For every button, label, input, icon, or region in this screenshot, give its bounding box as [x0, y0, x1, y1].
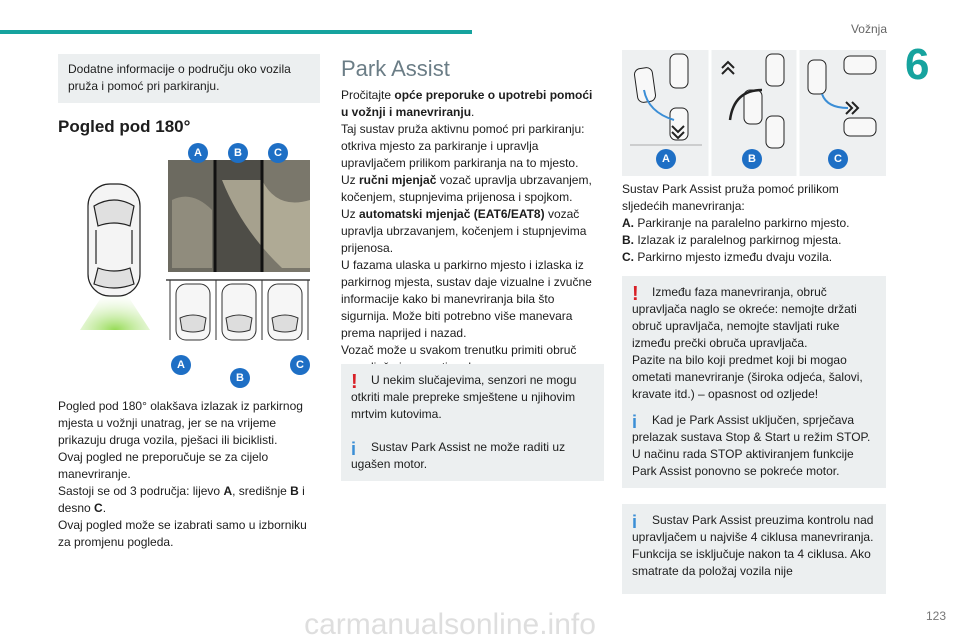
section-title-180: Pogled pod 180° [58, 117, 191, 136]
maneuvers-intro: Sustav Park Assist pruža pomoć prilikom sljedećih manevriranja: [622, 182, 839, 213]
maneuver-item-c: C. Parkirno mjesto između dvaju vozila. [622, 250, 833, 264]
info-note-engine: i Sustav Park Assist ne može raditi uz ugašen motor. [341, 431, 604, 481]
view-180-areas: Sastoji se od 3 područja: lijevo A, središnje B i desno C. [58, 484, 305, 515]
park-assist-para-1: Taj sustav pruža aktivnu pomoć pri parkiranju: otkriva mjesto za parkiranje i upravlja upravljačem prilikom parkiranja na to mjesto. [341, 122, 585, 170]
park-assist-text [341, 87, 597, 376]
parked-cars [166, 280, 310, 340]
maneuver-item-b: B. Izlazak iz paralelnog parkirnog mjesta. [622, 233, 842, 247]
view-180-select: Ovaj pogled može se izabrati samo u izborniku za promjenu pogleda. [58, 518, 307, 549]
header-section-label: Vožnja [850, 22, 887, 36]
manual-gearbox-para: Uz ručni mjenjač vozač upravlja ubrzavanjem, kočenjem, stupnjevima prijenosa i spojkom. [341, 173, 592, 204]
warning-icon: ! [632, 283, 639, 305]
park-assist-para-2: U fazama ulaska u parkirno mjesto i izlaska iz parkirnog mjesta, sustav daje vizualne i zvučne informacije kako bi manevriranja bila što sigurnija. Može biti potrebno više manevara prema naprijed i nazad. [341, 258, 592, 340]
badge-a-top: A [188, 143, 208, 163]
header-accent-bar [0, 30, 472, 34]
intro-infobox: Dodatne informacije o području oko vozila pruža i pomoć pri parkiranju. [58, 54, 320, 103]
page-number: 123 [925, 609, 946, 623]
badge-c-top: C [268, 143, 288, 163]
info-note-stop-start: i Kad je Park Assist uključen, sprječava prelazak sustava Stop & Start u režim STOP. U načinu rada STOP aktiviranjem funkcije Park Assist ponovno se pokreće motor. [622, 404, 886, 488]
warning-note-sensors: ! U nekim slučajevima, senzori ne mogu otkriti male prepreke smještene u njihovim mrtvim kutovima. [341, 364, 604, 431]
auto-gearbox-para: Uz automatski mjenjač (EAT6/EAT8) vozač upravlja ubrzavanjem, kočenjem i stupnjevima prijenosa. [341, 207, 587, 255]
park-assist-title: Park Assist [341, 56, 450, 81]
badge-a-panel: A [656, 149, 676, 169]
badge-c-panel: C [828, 149, 848, 169]
warning-note-steering: ! Između faza manevriranja, obruč upravljača naglo se okreće: nemojte držati obruč upravljača, nemojte stavljati ruke između prečki obruča upravljača. Pazite na bilo koji predmet koji bi mogao ometati manevriranje (široka odjeća, šalovi, kravate itd.) – opasnost od ozljede! [622, 276, 886, 411]
view-180-illustration [72, 140, 320, 390]
badge-b-panel: B [742, 149, 762, 169]
info-icon: i [632, 412, 638, 432]
view-180-para-1: Pogled pod 180° olakšava izlazak iz parkirnog mjesta u vožnji unatrag, jer se na vrijeme prikazuju druga vozila, pješaci ili biciklisti. [58, 399, 303, 447]
info-icon: i [632, 512, 638, 532]
car-top-view [88, 184, 140, 296]
info-icon: i [351, 439, 357, 459]
badge-b-bottom: B [230, 368, 250, 388]
view-180-para-2: Ovaj pogled ne preporučuje se za cijelo manevriranje. [58, 450, 269, 481]
watermark: carmanualsonline.info [304, 608, 596, 641]
view-180-text [58, 398, 320, 551]
park-assist-para-3: Vozač može u svakom trenutku primiti obruč [341, 343, 577, 357]
badge-a-bottom: A [171, 355, 191, 375]
info-note-cycles: i Sustav Park Assist preuzima kontrolu nad upravljačem u najviše 4 ciklusa manevriranja. Funkcija se isključuje nakon ta 4 ciklusa. Ako smatrate da položaj vozila nije [622, 504, 886, 594]
chapter-number: 6 [905, 40, 930, 89]
maneuver-item-a: A. Parkiranje na paralelno parkirno mjesto. [622, 216, 850, 230]
read-recommendations: Pročitajte opće preporuke o upotrebi pomoći u vožnji i manevriranju. [341, 88, 593, 119]
maneuvers-text [622, 181, 886, 266]
camera-screen [168, 160, 310, 272]
badge-c-bottom: C [290, 355, 310, 375]
badge-b-top: B [228, 143, 248, 163]
warning-icon: ! [351, 371, 358, 393]
